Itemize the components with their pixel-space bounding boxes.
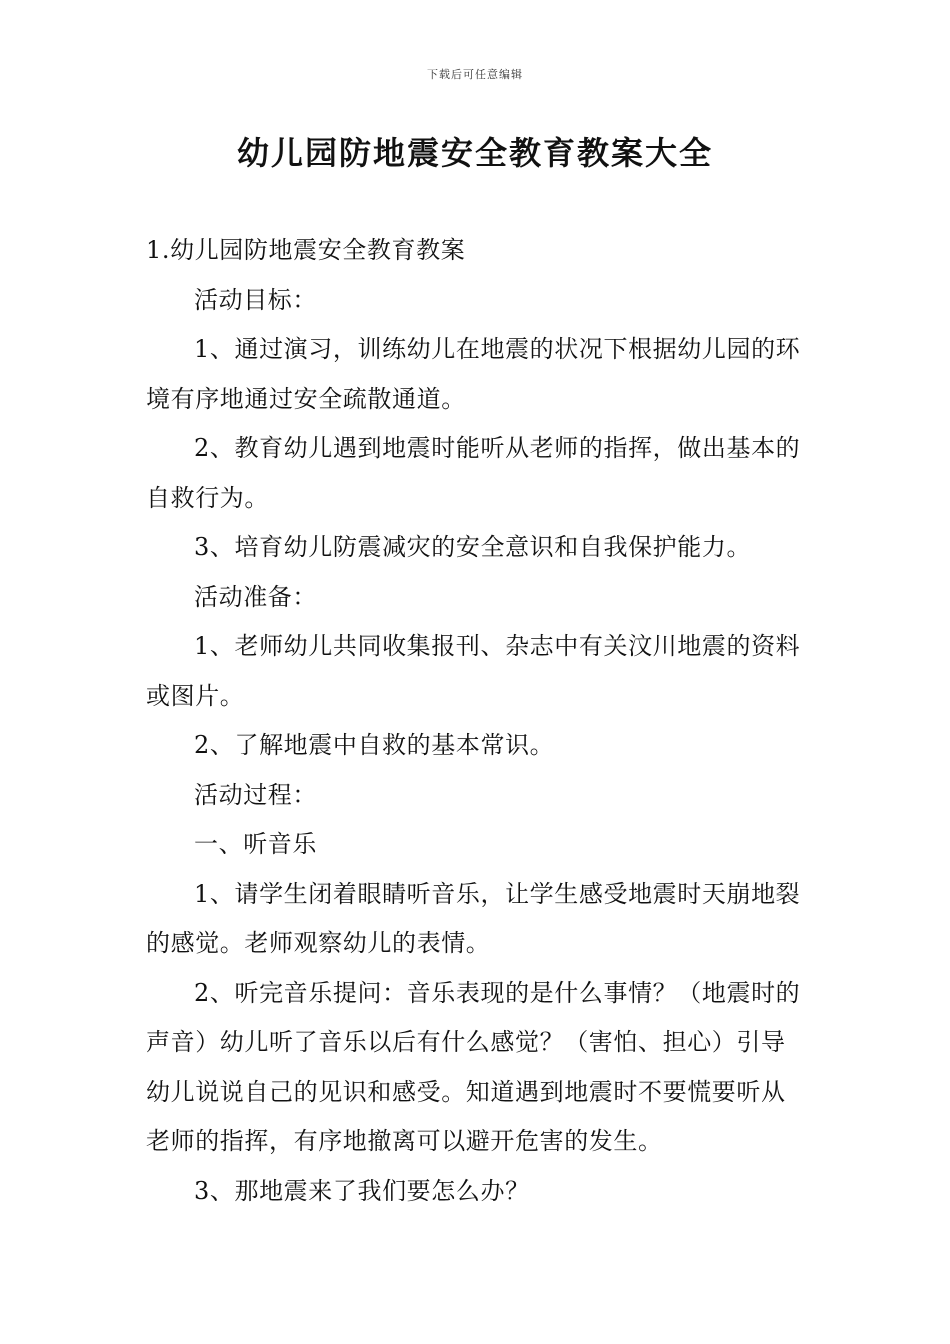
page-header-note: 下载后可任意编辑 bbox=[427, 68, 523, 81]
subheading-activity-preparation: 活动准备： bbox=[194, 582, 317, 611]
paragraph: 1、老师幼儿共同收集报刊、杂志中有关汶川地震的资料或图片。 bbox=[146, 632, 801, 710]
paragraph: 1、请学生闭着眼睛听音乐，让学生感受地震时天崩地裂的感觉。老师观察幼儿的表情。 bbox=[146, 879, 801, 957]
subheading-activity-process: 活动过程： bbox=[194, 780, 317, 809]
subheading-listen-music: 一、听音乐 bbox=[194, 830, 317, 858]
paragraph: 2、听完音乐提问：音乐表现的是什么事情？（地震时的声音）幼儿听了音乐以后有什么感觉？（害怕、担心）引导幼儿说说自己的见识和感受。知道遇到地震时不要慌要听从老师的指挥，有序地撤离可以避开危害的发生。 bbox=[146, 978, 801, 1155]
paragraph: 2、教育幼儿遇到地震时能听从老师的指挥，做出基本的自救行为。 bbox=[146, 434, 801, 512]
section-heading: 1.幼儿园防地震安全教育教案 bbox=[146, 236, 466, 264]
paragraph: 3、那地震来了我们要怎么办？ bbox=[194, 1176, 530, 1205]
document-title: 幼儿园防地震安全教育教案大全 bbox=[236, 134, 713, 172]
document-body bbox=[146, 226, 806, 1216]
paragraph: 1、通过演习，训练幼儿在地震的状况下根据幼儿园的环境有序地通过安全疏散通道。 bbox=[146, 335, 801, 413]
paragraph: 2、了解地震中自救的基本常识。 bbox=[194, 731, 555, 759]
subheading-activity-goals: 活动目标： bbox=[194, 285, 317, 314]
paragraph: 3、培育幼儿防震减灾的安全意识和自我保护能力。 bbox=[194, 533, 752, 561]
